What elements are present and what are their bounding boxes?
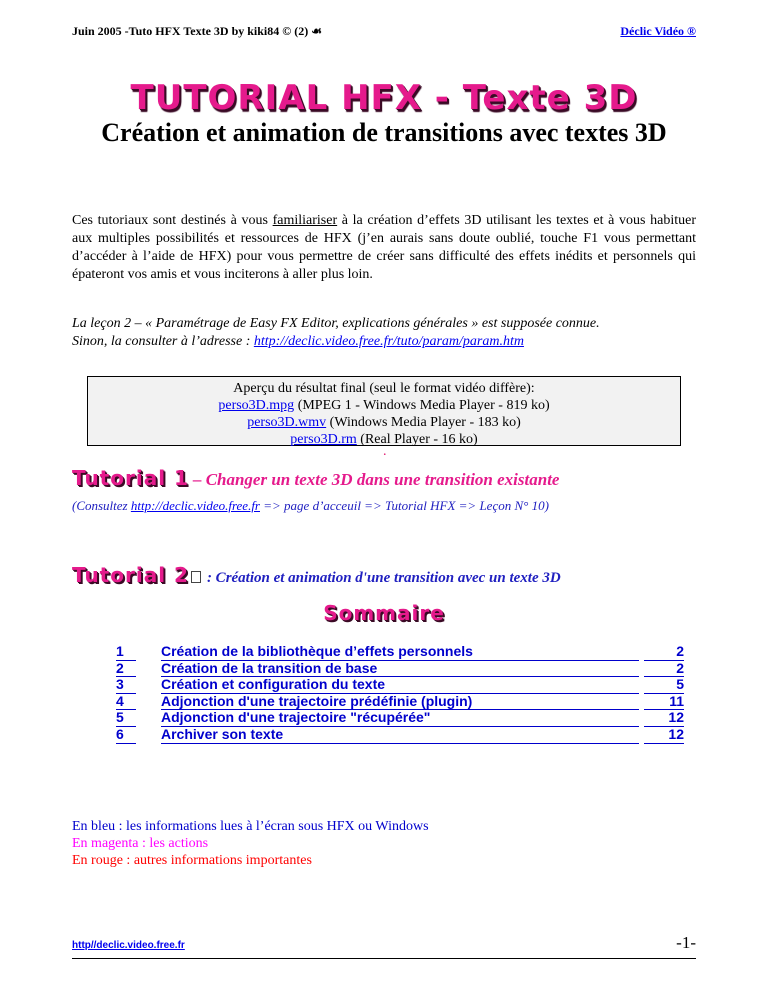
toc-title[interactable]: Archiver son texte xyxy=(161,726,639,744)
intro-part2: à la création d’effets 3D utilisant les textes et à vous habituer aux multiples possibilités et ressources de HFX (j’en aurais sans doute oublié, touche F1 vous permettant d’accéder à l’aide de HFX) pour vous permettre de créer sans difficulté des effets inédits et personnels qui épateront vos amis et vous inciterons à aller plus loin. xyxy=(72,213,696,282)
toc-title[interactable]: Création de la transition de base xyxy=(161,660,639,678)
toc-row[interactable] xyxy=(116,693,684,710)
lesson-line1: La leçon 2 – « Paramétrage de Easy FX Editor, explications générales » est supposée connue. xyxy=(72,316,600,331)
sommaire-title: Sommaire xyxy=(323,601,445,625)
preview-heading: Aperçu du résultat final (seul le format vidéo diffère): xyxy=(233,381,535,396)
tutorial2-heading xyxy=(72,563,561,587)
toc-page: 2 xyxy=(644,643,684,661)
toc-page: 11 xyxy=(644,693,684,711)
header-left-text: Juin 2005 -Tuto HFX Texte 3D by kiki84 © (2) ☙ xyxy=(72,24,322,38)
toc-title[interactable]: Création de la bibliothèque d’effets personnels xyxy=(161,643,639,661)
preview-desc-mpg: (MPEG 1 - Windows Media Player - 819 ko) xyxy=(294,398,550,413)
preview-desc-wmv: (Windows Media Player - 183 ko) xyxy=(326,415,521,430)
toc-row[interactable] xyxy=(116,726,684,743)
subtitle: Création et animation de transitions avec textes 3D xyxy=(101,118,667,147)
toc-page: 2 xyxy=(644,660,684,678)
legend-blue: En bleu : les informations lues à l’écran sous HFX ou Windows xyxy=(72,819,429,834)
tutorial1-note xyxy=(72,498,549,514)
lesson-line2 xyxy=(72,333,696,351)
toc-num: 5 xyxy=(116,709,136,727)
table-of-contents xyxy=(116,643,684,743)
page-number: -1- xyxy=(676,933,696,952)
toc-page: 12 xyxy=(644,726,684,744)
tutorial1-note-suffix: => page d’acceuil => Tutorial HFX => Leçon N° 10) xyxy=(260,498,549,513)
tutorial1-title: – Changer un texte 3D dans une transition existante xyxy=(192,470,560,489)
toc-row[interactable] xyxy=(116,709,684,726)
preview-item-mpg xyxy=(88,397,680,414)
toc-row[interactable] xyxy=(116,643,684,660)
toc-num: 1 xyxy=(116,643,136,661)
header-right-link[interactable]: Déclic Vidéo ® xyxy=(620,24,696,38)
color-legend xyxy=(72,818,429,869)
preview-link-mpg[interactable]: perso3D.mpg xyxy=(218,398,295,413)
tutorial1-note-link[interactable]: http://declic.video.free.fr xyxy=(130,498,260,513)
toc-num: 4 xyxy=(116,693,136,711)
intro-part1: Ces tutoriaux sont destinés à vous xyxy=(72,213,273,228)
toc-page: 12 xyxy=(644,709,684,727)
toc-title[interactable]: Adjonction d'une trajectoire prédéfinie (plugin) xyxy=(161,693,639,711)
toc-num: 2 xyxy=(116,660,136,678)
preview-box xyxy=(87,376,681,446)
preview-desc-rm: (Real Player - 16 ko) xyxy=(356,432,478,447)
tutorial1-label: Tutorial 1 xyxy=(72,466,189,490)
tutorial2-label: Tutorial 2 xyxy=(72,563,189,587)
lesson-paragraph xyxy=(72,315,696,351)
preview-link-wmv[interactable]: perso3D.wmv xyxy=(247,415,327,430)
toc-title[interactable]: Création et configuration du texte xyxy=(161,676,639,694)
main-title: TUTORIAL HFX - Texte 3D xyxy=(130,78,638,118)
legend-magenta: En magenta : les actions xyxy=(72,836,209,851)
tutorial2-title: : Création et animation d'une transition avec un texte 3D xyxy=(206,570,561,586)
red-dot: . xyxy=(383,444,387,459)
legend-red: En rouge : autres informations importantes xyxy=(72,853,312,868)
footer-url[interactable]: http//declic.video.free.fr xyxy=(72,940,185,951)
preview-link-rm[interactable]: perso3D.rm xyxy=(290,432,357,447)
toc-num: 3 xyxy=(116,676,136,694)
toc-row[interactable] xyxy=(116,676,684,693)
preview-item-wmv xyxy=(88,414,680,431)
toc-title[interactable]: Adjonction d'une trajectoire "récupérée" xyxy=(161,709,639,727)
missing-glyph-icon xyxy=(191,571,201,583)
lesson-line2-prefix: Sinon, la consulter à l’adresse : xyxy=(72,334,254,349)
toc-row[interactable] xyxy=(116,660,684,677)
toc-num: 6 xyxy=(116,726,136,744)
tutorial1-heading xyxy=(72,466,559,490)
toc-page: 5 xyxy=(644,676,684,694)
tutorial1-note-prefix: (Consultez xyxy=(72,498,131,513)
lesson-link[interactable]: http://declic.video.free.fr/tuto/param/param.htm xyxy=(253,334,524,349)
intro-paragraph xyxy=(72,212,696,284)
footer-divider xyxy=(72,958,696,959)
intro-underlined-word: familiariser xyxy=(272,213,338,228)
